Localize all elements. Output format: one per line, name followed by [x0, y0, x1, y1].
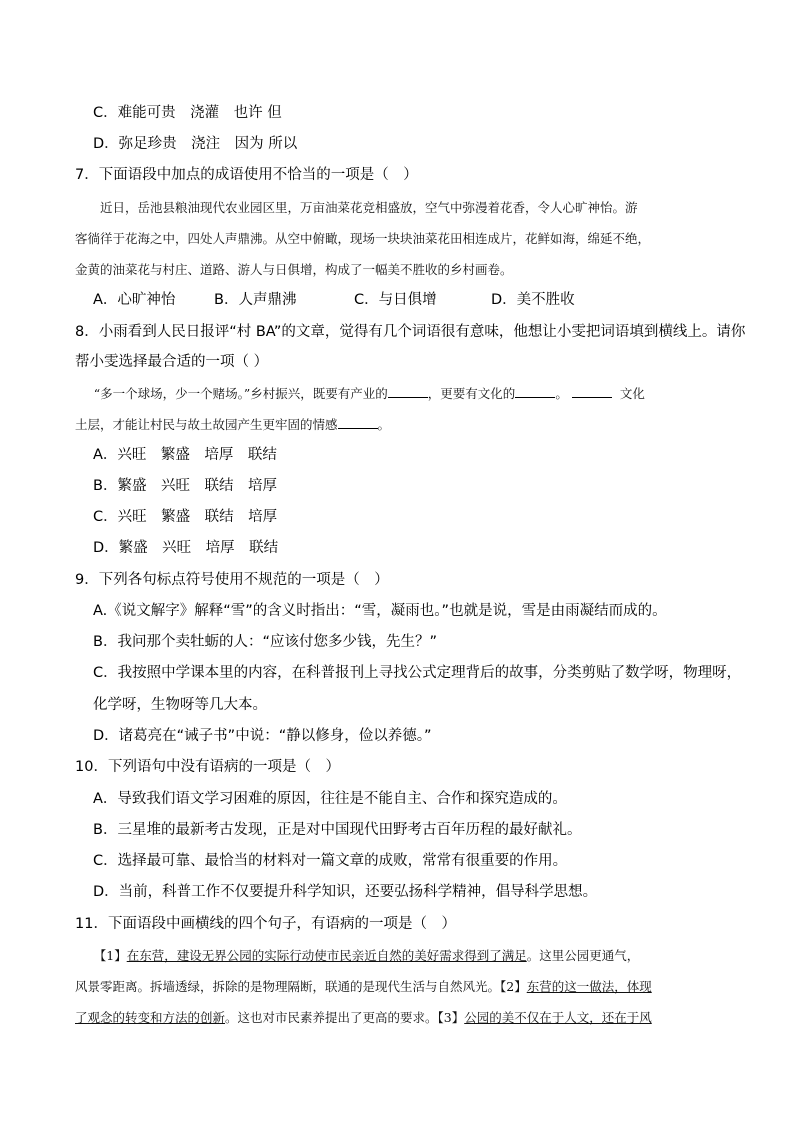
q8-stem-line-2: 帮小雯选择最合适的一项（ ） [75, 354, 269, 370]
q8-passage-line-2 [75, 409, 715, 440]
q11-passage-line-1 [75, 940, 715, 971]
q8-option-a[interactable]: A．兴旺 繁盛 培厚 联结 [93, 447, 277, 463]
q7-options [93, 290, 575, 310]
q8-blank-4[interactable] [338, 416, 378, 429]
q8-text-b: ，更要有文化的 [427, 386, 516, 401]
q11-passage-line-2 [75, 971, 715, 1002]
q9-option-d[interactable]: D．诸葛亮在“诫子书”中说：“静以修身，俭以养德。” [93, 728, 432, 744]
q8-option-d[interactable]: D．繁盛 兴旺 培厚 联结 [93, 540, 279, 556]
q7-option-c[interactable]: C．与日俱增 [354, 292, 437, 308]
q8-text-a: “多一个球场，少一个赌场。”乡村振兴，既要有产业的 [93, 386, 388, 401]
q11-marker-3: 【3】 [437, 1010, 465, 1025]
q8-blank-3[interactable] [572, 385, 612, 398]
q6-option-d[interactable]: D．弥足珍贵 浇注 因为 所以 [93, 136, 298, 152]
q9-option-b[interactable]: B．我问那个卖牡蛎的人：“应该付您多少钱，先生？” [93, 634, 437, 650]
q11-sentence-2a: 东营的这一做法，体现 [526, 979, 652, 994]
q10-stem: 10．下列语句中没有语病的一项是（ ） [75, 759, 340, 775]
q9-stem: 9．下列各句标点符号使用不规范的一项是（ ） [75, 572, 389, 588]
q10-option-c[interactable]: C．选择最可靠、最恰当的材料对一篇文章的成败，常常有很重要的作用。 [93, 853, 568, 869]
q10-option-a[interactable]: A．导致我们语文学习困难的原因，往往是不能自主、合作和探究造成的。 [93, 791, 567, 807]
q7-passage-line-1: 近日，岳池县粮油现代农业园区里，万亩油菜花竞相盛放，空气中弥漫着花香，令人心旷神怡。游 [100, 200, 638, 215]
q8-option-b[interactable]: B．繁盛 兴旺 联结 培厚 [93, 478, 277, 494]
q8-passage-line-1 [75, 378, 715, 409]
q11-passage-line-3 [75, 1002, 715, 1033]
q8-passage [75, 378, 715, 440]
q11-sentence-1: 在东营，建设无界公园的实际行动使市民亲近自然的美好需求得到了满足 [126, 948, 527, 963]
q7-stem: 7．下面语段中加点的成语使用不恰当的一项是（ ） [75, 167, 418, 183]
q11-sentence-3: 公园的美不仅在于人文，还在于风 [464, 1010, 652, 1025]
q7-option-a[interactable]: A．心旷神怡 [93, 292, 176, 308]
q8-text-c: 。 [555, 386, 568, 401]
q11-text-1: 。这里公园更通气， [526, 948, 640, 963]
q7-passage-line-2: 客徜徉于花海之中，四处人声鼎沸。从空中俯瞰，现场一块块油菜花田相连成片，花鲜如海，绵延不绝， [75, 231, 651, 246]
q7-passage-line-3: 金黄的油菜花与村庄、道路、游人与日俱增，构成了一幅美不胜收的乡村画卷。 [75, 262, 513, 277]
q8-text-e: 土层，才能让村民与故土故园产生更牢固的情感 [75, 417, 338, 432]
q8-blank-2[interactable] [515, 385, 555, 398]
q7-option-d[interactable]: D．美不胜收 [491, 292, 575, 308]
q11-marker-1: 【1】 [93, 948, 127, 963]
q8-text-d: 文化 [619, 386, 645, 401]
q11-sentence-2b: 了观念的转变和方法的创新 [75, 1010, 226, 1025]
q8-text-f: 。 [377, 417, 391, 432]
q11-stem: 11．下面语段中画横线的四个句子，有语病的一项是（ ） [75, 916, 456, 932]
q7-option-b[interactable]: B．人声鼎沸 [214, 292, 297, 308]
q11-marker-2: 【2】 [500, 979, 527, 994]
q10-option-d[interactable]: D．当前，科普工作不仅要提升科学知识，还要弘扬科学精神，倡导科学思想。 [93, 884, 598, 900]
q11-text-3: 。这也对市民素养提出了更高的要求。 [225, 1010, 438, 1025]
q8-option-c[interactable]: C．兴旺 繁盛 联结 培厚 [93, 509, 278, 525]
q10-option-b[interactable]: B．三星堆的最新考古发现，正是对中国现代田野考古百年历程的最好献礼。 [93, 822, 582, 838]
q8-blank-1[interactable] [388, 385, 428, 398]
q11-passage [75, 940, 715, 1033]
q7-passage [75, 192, 715, 285]
q6-option-c[interactable]: C．难能可贵 浇灌 也许 但 [93, 105, 282, 121]
q9-option-c-line-2[interactable]: 化学呀，生物呀等几大本。 [93, 697, 267, 713]
q9-option-c-line-1[interactable]: C．我按照中学课本里的内容，在科普报刊上寻找公式定理背后的故事，分类剪贴了数学呀，物理呀， [93, 665, 742, 681]
q11-text-2: 风景零距离。拆墙透绿，拆除的是物理隔断，联通的是现代生活与自然风光。 [75, 979, 501, 994]
q8-stem-line-1: 8．小雨看到人民日报评“村 BA”的文章，觉得有几个词语很有意味，他想让小雯把词语填到横线上。请你 [75, 324, 746, 340]
q9-option-a[interactable]: A.《说文解字》解释“雪”的含义时指出：“雪，凝雨也。”也就是说，雪是由雨凝结而成的。 [93, 603, 667, 619]
